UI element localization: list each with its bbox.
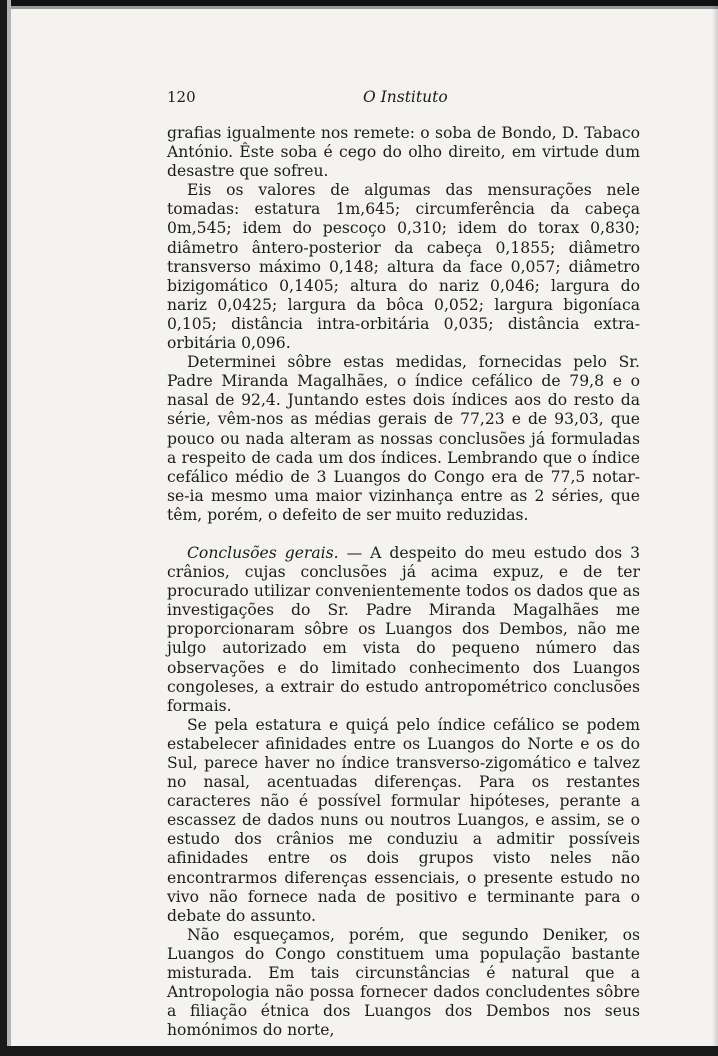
- paragraph-conclusions: [167, 544, 640, 716]
- scan-right-shadow: [712, 0, 718, 1056]
- paragraph-affinities: Se pela estatura e quiçá pelo índice cefálico se podem estabelecer afinidades entre os Luangos do Norte e os do Sul, parece haver no índice transverso-zigomático e talvez no nasal, acentuadas diferenças. Para os restantes caracteres não é possível formular hipóteses, perante a escassez de dados nuns ou noutros Luangos, e assim, se o estudo dos crânios me conduziu a admitir possíveis afinidades entre os dois grupos visto neles não encontrarmos diferenças essenciais, o presente estudo no vivo não fornece nada de positivo e terminante para o debate do assunto.: [167, 715, 640, 925]
- book-page: [167, 84, 640, 1040]
- paragraph-conclusions-text: — A despeito do meu estudo dos 3 crânios, cujas conclusões já acima expuz, e de ter procurado utilizar convenientemente todos os dados que as investigações do Sr. Padre Miranda Magalhães me proporcionaram sôbre os Luangos dos Dembos, não me julgo autorizado em vista do pequeno número das observações e do limitado conhecimento dos Luangos congoleses, a extrair do estudo antropométrico conclusões formais.: [167, 543, 640, 715]
- paragraph-deniker: Não esqueçamos, porém, que segundo Deniker, os Luangos do Congo constituem uma população bastante misturada. Em tais circunstâncias é natural que a Antropologia não possa fornecer dados concludentes sôbre a filiação étnica dos Luangos dos Dembos nos seus homónimos do norte,: [167, 925, 640, 1040]
- scan-bottom-border: [0, 1046, 718, 1056]
- section-heading: Conclusões gerais.: [187, 543, 339, 562]
- running-head: [167, 84, 640, 114]
- paragraph-indices: Determinei sôbre estas medidas, fornecidas pelo Sr. Padre Miranda Magalhães, o índice cefálico de 79,8 e o nasal de 92,4. Juntando estes dois índices aos do resto da série, vêm-nos as médias gerais de 77,23 e de 93,03, que pouco ou nada alteram as nossas conclusões já formuladas a respeito de cada um dos índices. Lembrando que o índice cefálico médio de 3 Luangos do Congo era de 77,5 notar-se-ia mesmo uma maior vizinhança entre as 2 séries, que têm, porém, o defeito de ser muito reduzidas.: [167, 353, 640, 524]
- scan-left-border: [0, 0, 7, 1056]
- page-number: 120: [167, 88, 196, 106]
- journal-title: O Instituto: [363, 88, 448, 106]
- paragraph-measurements: Eis os valores de algumas das mensurações nele tomadas: estatura 1m,645; circumferência da cabeça 0m,545; idem do pescoço 0,310; idem do torax 0,830; diâmetro ântero-posterior da cabeça 0,1855; diâmetro transverso máximo 0,148; altura da face 0,057; diâmetro bizigomático 0,1405; altura do nariz 0,046; largura do nariz 0,0425; largura da bôca 0,052; largura bigoníaca 0,105; distância intra-orbitária 0,035; distância extra-orbitária 0,096.: [167, 181, 640, 353]
- paragraph-continued: grafias igualmente nos remete: o soba de Bondo, D. Tabaco António. Êste soba é cego do olho direito, em virtude dum desastre que sofreu.: [167, 124, 640, 181]
- body-text: [167, 124, 640, 1040]
- scan-top-shadow: [0, 6, 718, 9]
- scan-left-shadow: [7, 0, 11, 1056]
